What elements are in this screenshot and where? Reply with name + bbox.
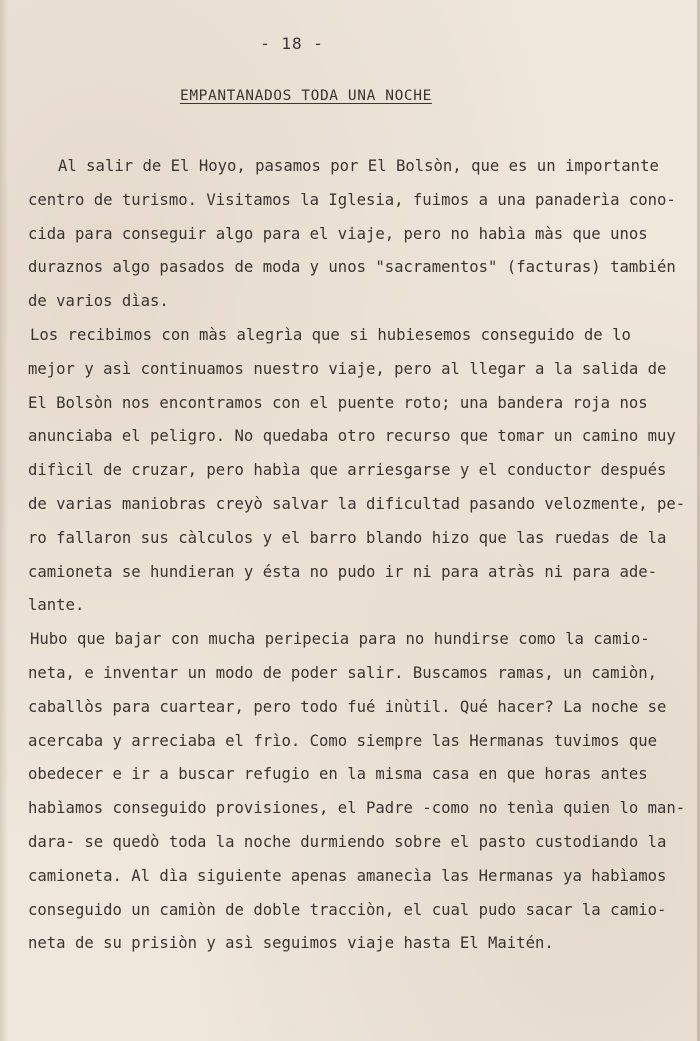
text-line: acercaba y arreciaba el frìo. Como siempre las Hermanas tuvimos que [28, 731, 658, 750]
text-line: de varias maniobras creyò salvar la dificultad pasando velozmente, pe- [28, 494, 686, 513]
text-line: El Bolsòn nos encontramos con el puente roto; una bandera roja nos [28, 393, 648, 412]
text-line: dara- se quedò toda la noche durmiendo sobre el pasto custodiando la [28, 832, 667, 851]
text-line: mejor y asì continuamos nuestro viaje, pero al llegar a la salida de [28, 359, 667, 378]
text-line: Los recibimos con màs alegrìa que si hubiesemos conseguido de lo [30, 325, 631, 344]
text-line: lante. [28, 596, 85, 615]
body-text [28, 150, 686, 961]
text-line: camioneta. Al dìa siguiente apenas amanecìa las Hermanas ya habìamos [28, 866, 667, 885]
page-number: - 18 - [260, 34, 324, 53]
text-line: difìcil de cruzar, pero habìa que arriesgarse y el conductor después [28, 461, 667, 480]
text-line: neta, e inventar un modo de poder salir. Buscamos ramas, un camiòn, [28, 663, 658, 682]
text-line: duraznos algo pasados de moda y unos "sacramentos" (facturas) también [28, 258, 676, 277]
text-line: habìamos conseguido provisiones, el Padre -como no tenìa quien lo man- [28, 799, 686, 818]
text-line: conseguido un camiòn de doble tracciòn, el cual pudo sacar la camio- [28, 900, 667, 919]
page-left-shadow [0, 0, 8, 1041]
text-line: centro de turismo. Visitamos la Iglesia, fuimos a una panaderìa cono- [28, 190, 676, 209]
text-line: cida para conseguir algo para el viaje, pero no habìa màs que unos [28, 224, 648, 243]
text-line: neta de su prisiòn y asì seguimos viaje hasta El Maitén. [28, 934, 554, 953]
text-line: caballòs para cuartear, pero todo fué inùtil. Qué hacer? La noche se [28, 697, 667, 716]
text-line: camioneta se hundieran y ésta no pudo ir ni para atràs ni para ade- [28, 562, 658, 581]
text-line: de varios dìas. [28, 292, 169, 311]
chapter-title: EMPANTANADOS TODA UNA NOCHE [180, 88, 432, 104]
text-line: obedecer e ir a buscar refugio en la misma casa en que horas antes [28, 765, 648, 784]
text-line: ro fallaron sus càlculos y el barro blando hizo que las ruedas de la [28, 528, 667, 547]
text-line: Al salir de El Hoyo, pasamos por El Bolsòn, que es un importante [58, 157, 659, 175]
text-line: anunciaba el peligro. No quedaba otro recurso que tomar un camino muy [28, 427, 676, 446]
text-line: Hubo que bajar con mucha peripecia para no hundirse como la camio- [30, 630, 650, 649]
